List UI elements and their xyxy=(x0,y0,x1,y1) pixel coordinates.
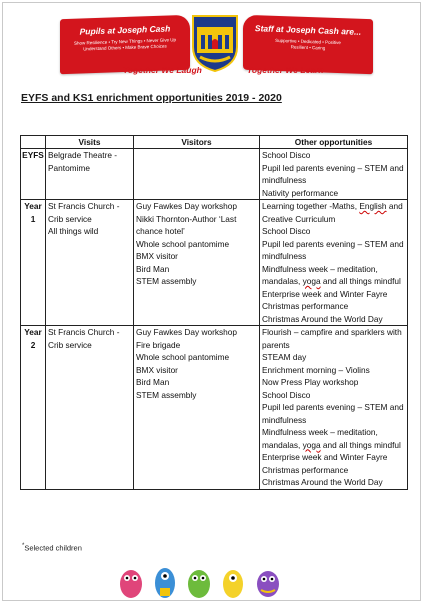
cell-line: Christmas performance xyxy=(262,464,349,475)
cell-line: STEM assembly xyxy=(136,389,197,400)
mascots-image xyxy=(113,560,303,600)
mascot-yellow-icon xyxy=(223,570,243,598)
mascot-red-icon xyxy=(120,570,142,598)
cell-line: Belgrade Theatre - Pantomime xyxy=(48,150,118,173)
cell-line: Christmas performance xyxy=(262,301,349,311)
pupils-banner-line2: Understand Others • Make Brave Choices xyxy=(83,43,167,52)
header-cell-visitors: Visitors xyxy=(134,136,260,149)
cell-visitors xyxy=(134,326,260,490)
cell-line: Bird Man xyxy=(136,263,170,274)
cell-line: Enrichment morning – Violins xyxy=(262,364,370,375)
cell-line: Guy Fawkes Day workshop xyxy=(136,201,237,211)
cell-line: Pupil led parents evening – STEM and mindfulness xyxy=(262,402,404,425)
cell-line: St Francis Church - Crib service xyxy=(48,327,120,350)
row-label: Year 1 xyxy=(21,200,46,326)
cell-visits xyxy=(46,149,134,200)
staff-banner-title: Staff at Joseph Cash are... xyxy=(254,23,362,37)
table-row xyxy=(21,200,408,326)
enrichment-table xyxy=(20,135,408,490)
cell-line: BMX visitor xyxy=(136,251,178,261)
cell-line: STEAM day xyxy=(262,352,307,362)
footnote-text: Selected children xyxy=(24,543,82,553)
row-label: EYFS xyxy=(21,149,46,200)
cell-line: School Disco xyxy=(262,389,311,400)
footnote xyxy=(22,543,82,553)
mascot-green-icon xyxy=(188,570,210,598)
header-cell-visits: Visits xyxy=(46,136,134,149)
cell-visitors xyxy=(134,149,260,200)
mascot-blue-icon xyxy=(155,568,175,598)
table-row xyxy=(21,149,408,200)
cell-line: Enterprise week and Winter Fayre xyxy=(262,288,388,299)
cell-line: School Disco xyxy=(262,226,311,236)
cell-line: Nikki Thornton-Author ‘Last chance hotel’ xyxy=(136,213,237,236)
cell-visits xyxy=(46,200,134,326)
cell-line: Mindfulness week – meditation, mandalas, yoga and all things mindful xyxy=(262,427,401,450)
cell-line: Flourish – campfire and sparklers with parents xyxy=(262,327,402,350)
cell-visits xyxy=(46,326,134,490)
cell-line: Guy Fawkes Day workshop xyxy=(136,327,237,337)
cell-line: Nativity performance xyxy=(262,187,339,198)
cell-line: School Disco xyxy=(262,150,311,160)
staff-banner-line1: Supportive • Dedicated • Positive xyxy=(275,37,341,46)
cell-line: Now Press Play workshop xyxy=(262,377,359,387)
cell-line: Christmas Around the World Day xyxy=(262,313,383,324)
footnote-marker: * xyxy=(22,543,25,549)
table-header-row xyxy=(21,136,408,149)
cell-other xyxy=(260,200,408,326)
mascot-purple-icon xyxy=(257,571,279,597)
cell-line: Pupil led parents evening – STEM and mindfulness xyxy=(262,238,404,261)
staff-banner-line2: Resilient • Caring xyxy=(290,44,326,51)
cell-line: Learning together -Maths, English and Creative Curriculum xyxy=(262,201,403,224)
tagline-learn: Together We Learn xyxy=(247,65,324,75)
document-title: EYFS and KS1 enrichment opportunities 2019 - 2020 xyxy=(21,92,282,104)
cell-other xyxy=(260,149,408,200)
pupils-banner-line1: Show Resilience • Try New Things • Never Give Up xyxy=(73,37,177,46)
header-cell-other: Other opportunities xyxy=(260,136,408,149)
crest-school-name: Joseph Cash xyxy=(199,17,231,23)
pupils-banner-title: Pupils at Joseph Cash xyxy=(79,23,171,37)
table-row xyxy=(21,326,408,490)
cell-line: Enterprise week and Winter Fayre xyxy=(262,452,388,462)
cell-line: St Francis Church - Crib service xyxy=(48,201,120,224)
cell-line: Whole school pantomime xyxy=(136,238,230,249)
header-cell-blank xyxy=(21,136,46,149)
cell-line: STEM assembly xyxy=(136,276,197,286)
cell-line: Christmas Around the World Day xyxy=(262,477,383,487)
cell-line: Pupil led parents evening – STEM and mindfulness xyxy=(262,162,404,185)
cell-line: Fire brigade xyxy=(136,339,181,350)
cell-line: Bird Man xyxy=(136,377,170,387)
row-label: Year 2 xyxy=(21,326,46,490)
cell-line: Whole school pantomime xyxy=(136,352,230,362)
cell-line: BMX visitor xyxy=(136,364,178,375)
cell-other xyxy=(260,326,408,490)
cell-line: Mindfulness week – meditation, mandalas, yoga and all things mindful xyxy=(262,263,401,286)
cell-visitors xyxy=(134,200,260,326)
cell-line: All things wild xyxy=(48,226,99,236)
tagline-laugh: Together We Laugh xyxy=(123,65,202,75)
